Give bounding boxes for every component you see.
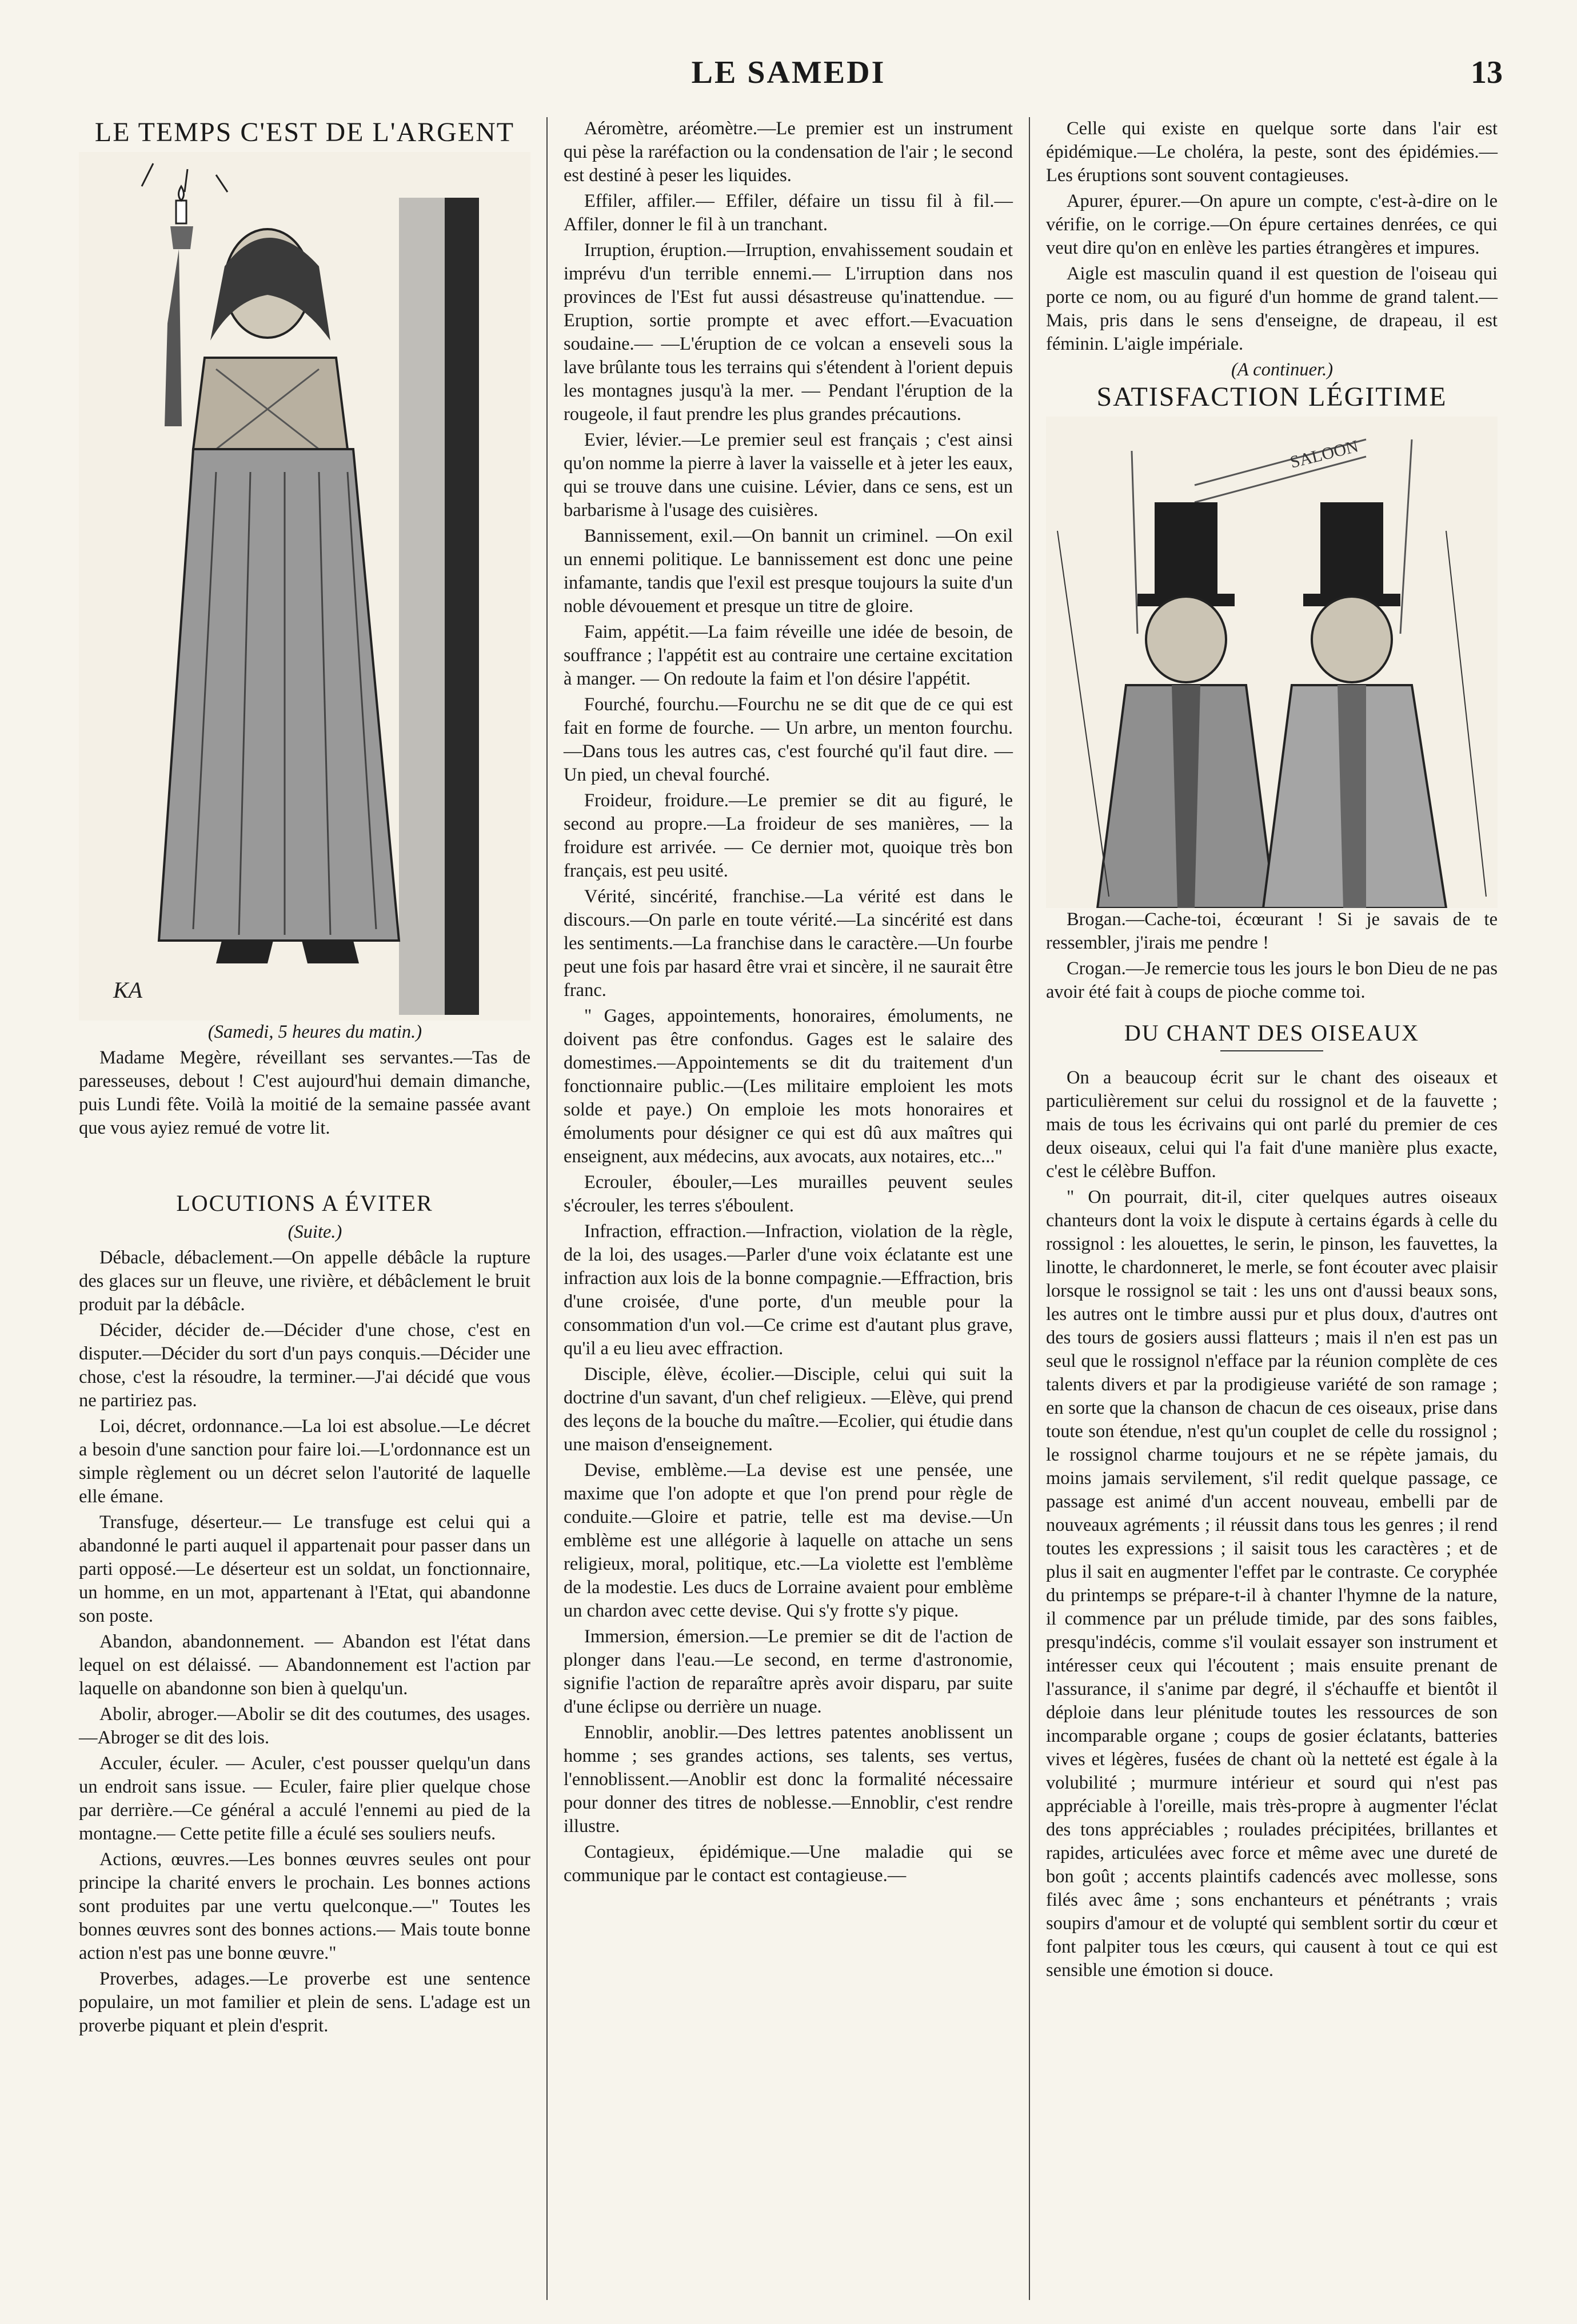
paragraph: Débacle, débaclement.—On appelle débâcle la rupture des glaces sur un fleuve, une rivière, et débâclement le bruit produit par la débâcle. (79, 1247, 530, 1315)
saloon-sign-text: SALOON (1288, 437, 1360, 472)
paragraph: Irruption, éruption.—Irruption, envahissement soudain et imprévu d'un terrible ennemi.— L'irruption dans nos provinces de l'Est fut aussi désastreuse qu'inattendue. — Eruption, sortie prompte et avec effort.—Evacuation soudaine.— —L'éruption de ce volcan a enseveli sous la lave brûlante tous les terrains qui s'étendent à l'orient depuis les montagnes jusqu'à la mer. — Pendant l'éruption de la rougeole, il faut prendre les plus grandes précautions. (564, 240, 1013, 425)
paragraph: Fourché, fourchu.—Fourchu ne se dit que de ce qui est fait en forme de fourche. — Un arbre, un menton fourchu.—Dans tous les autres cas, c'est fourché qu'il faut dire. — Un pied, un cheval fourché. (564, 694, 1013, 785)
paragraph: Disciple, élève, écolier.—Disciple, celui qui suit la doctrine d'un savant, d'un chef religieux. —Elève, qui prend des leçons de la bouche du maître.—Ecolier, qui étudie dans une maison d'enseignement. (564, 1364, 1013, 1455)
paragraph: Vérité, sincérité, franchise.—La vérité est dans le discours.—On parle en toute vérité.—La sincérité est dans les sentiments.—La franchise dans le caractère.—Un fourbe peut une fois par hasard être vrai et sincère, il ne saurait être franc. (564, 886, 1013, 1001)
paragraph: Celle qui existe en quelque sorte dans l'air est épidémique.—Le choléra, la peste, sont des épidémies.—Les éruptions sont souvent contagieuses. (1046, 118, 1498, 186)
paragraph: Faim, appétit.—La faim réveille une idée de besoin, de souffrance ; l'appétit est au contraire une certaine excitation à manger. — On redoute la faim et l'on désire l'appétit. (564, 622, 1013, 689)
paragraph: Effiler, affiler.— Effiler, défaire un tissu fil à fil.—Affiler, donner le fil à un tranchant. (564, 191, 1013, 235)
column-2 (546, 117, 1030, 2300)
paragraph: Immersion, émersion.—Le premier se dit de l'action de plonger dans l'eau.—Le second, en terme d'astronomie, signifie l'action de reparaître après avoir disparu, par suite d'une éclipse ou derrière un nuage. (564, 1626, 1013, 1717)
paragraph: " Gages, appointements, honoraires, émoluments, ne doivent pas être confondus. Gages est le salaire des domestimes.—Appointements se dit du traitement d'un fonctionnaire public.—(Les militaire emploient les mots solde et paye.) On emploie les mots honoraires et émoluments pour désigner ce qui est dû aux maîtres qui enseignent, aux médecins, aux avocats, aux notaires, etc..." (564, 1006, 1013, 1167)
paragraph: Aigle est masculin quand il est question de l'oiseau qui porte ce nom, ou au figuré d'un homme de grand talent.—Mais, pris dans le sens d'enseigne, de drapeau, il est féminin. L'aigle impériale. (1046, 263, 1498, 354)
paragraph: Transfuge, déserteur.— Le transfuge est celui qui a abandonné le parti auquel il appartenait pour passer dans un parti opposé.—Le déserteur est un soldat, un fonctionnaire, un homme, en un mot, appartenant à l'Etat, qui abandonne son poste. (79, 1512, 530, 1626)
suite-label: (Suite.) (288, 1222, 342, 1242)
paragraph: Loi, décret, ordonnance.—La loi est absolue.—Le décret a besoin d'une sanction pour faire loi.—L'ordonnance est un simple règlement ou un décret selon l'autorité de laquelle elle émane. (79, 1416, 530, 1507)
paragraph: Infraction, effraction.—Infraction, violation de la règle, de la loi, des usages.—Parler d'une voix éclatante est une infraction aux lois de la bonne compagnie.—Effraction, bris d'une croisée, d'une porte, d'un meuble pour la consommation d'un vol.—Ce crime est d'autant plus grave, qu'il a eu lieu avec effraction. (564, 1221, 1013, 1359)
paragraph: Actions, œuvres.—Les bonnes œuvres seules ont pour principe la charité envers le prochain. Les bonnes actions sont produites par une vertu quelconque.—" Toutes les bonnes œuvres sont des bonnes actions.— Mais toute bonne action n'est pas une bonne œuvre." (79, 1849, 530, 1963)
paragraph: On a beaucoup écrit sur le chant des oiseaux et particulièrement sur celui du rossignol et de la fauvette ; mais de tous les écrivains qui ont parlé du premier de ces deux oiseaux, celui qui l'a fait d'une manière plus exacte, c'est le célèbre Buffon. (1046, 1067, 1498, 1182)
dialogue-crogan: Crogan.—Je remercie tous les jours le bon Dieu de ne pas avoir été fait à coups de pioche comme toi. (1046, 958, 1498, 1002)
paragraph: Apurer, épurer.—On apure un compte, c'est-à-dire on le vérifie, on le corrige.—On épure certaines denrées, ce qui veut dire qu'on en enlève les parties étrangères et impures. (1046, 191, 1498, 258)
dialogue-brogan: Brogan.—Cache-toi, écœurant ! Si je savais de te ressembler, j'irais me pendre ! (1046, 909, 1498, 953)
page-number: 13 (1470, 55, 1503, 90)
cartoon-dialogue: Madame Megère, réveillant ses servantes.—Tas de paresseuses, debout ! C'est aujourd'hui demain dimanche, puis Lundi fête. Voilà la moitié de la semaine passée avant que vous ayiez remué de votre lit. (79, 1047, 530, 1138)
artist-signature: KA (113, 977, 143, 1003)
title-rule (1220, 1050, 1323, 1051)
paragraph: Abolir, abroger.—Abolir se dit des coutumes, des usages.—Abroger se dit des lois. (79, 1704, 530, 1748)
page-header (63, 54, 1514, 117)
paragraph: Contagieux, épidémique.—Une maladie qui se communique par le contact est contagieuse.— (564, 1842, 1013, 1886)
newspaper-title: LE SAMEDI (691, 55, 886, 90)
continue-label: (A continuer.) (1231, 359, 1334, 380)
section-title-oiseaux: DU CHANT DES OISEAUX (1124, 1020, 1419, 1046)
paragraph: Proverbes, adages.—Le proverbe est une sentence populaire, un mot familier et plein de sens. L'adage est un proverbe piquant et plein d'esprit. (79, 1969, 530, 2036)
paragraph: Abandon, abandonnement. — Abandon est l'état dans lequel on est délaissé. — Abandonnement est l'action par laquelle on abandonne son bien à quelqu'un. (79, 1631, 530, 1699)
paragraph: Acculer, éculer. — Aculer, c'est pousser quelqu'un dans un endroit sans issue. — Eculer, faire plier quelque chose par derrière.—Ce général a acculé l'ennemi au pied de la montagne.— Cette petite fille a éculé ses souliers neufs. (79, 1753, 530, 1844)
cartoon-caption: (Samedi, 5 heures du matin.) (207, 1022, 422, 1042)
paragraph: " On pourrait, dit-il, citer quelques autres oiseaux chanteurs dont la voix le dispute à certains égards à celle du rossignol : les alouettes, le serin, le pinson, les fauvettes, la linotte, le chardonneret, le merle, se font écouter avec plaisir lorsque le rossignol se tait : les uns ont d'aussi beaux sons, les autres ont le timbre aussi pur et plus doux, d'autres ont des tours de gosiers aussi flatteurs ; mais il n'en est pas un seul que le rossignol n'efface par la réunion complète de ces talents divers et par la prodigieuse variété de son ramage ; en sorte que la chanson de chacun de ces oiseaux, prise dans toute son étendue, n'est qu'un couplet de celle du rossignol ; le rossignol charme toujours et ne se répète jamais, du moins jamais servilement, s'il redit quelque passage, ce passage est animé d'un accent nouveau, embelli par de nouveaux agréments ; il réussit dans tous les genres ; il rend toutes les expressions ; il saisit tous les caractères ; et de plus il sait en augmenter l'effet par le contraste. Ce coryphée du printemps se prépare-t-il à chanter l'hymne de la nature, il commence par un prélude timide, par des sons faibles, presqu'indécis, comme s'il voulait essayer son instrument et intéresser ceux qui l'écoutent ; mais ensuite prenant de l'assurance, il s'anime par degré, il s'échauffe et bientôt il déploie dans leur plénitude toutes les ressources de son incomparable organe ; coups de gosier éclatants, batteries vives et légères, fusées de chant où la netteté est égale à la volubilité ; murmure intérieur et sourd qui n'est pas appréciable à l'oreille, mais très-propre à augmenter l'éclat des tons appréciables ; roulades précipitées, brillantes et rapides, articulées avec force et même avec une dureté de bon goût ; accents plaintifs cadencés avec mollesse, sons filés avec âme ; sons enchanteurs et pénétrants ; vrais soupirs d'amour et de volupté qui semblent sortir du cœur et font palpiter tous les cœurs, qui causent à tout ce qui est sensible une émotion si douce. (1046, 1187, 1498, 1981)
paragraph: Bannissement, exil.—On bannit un criminel. —On exil un ennemi politique. Le bannissement est donc une peine infamante, tandis que l'exil est presque toujours la suite d'un noble dévouement et presque un titre de gloire. (564, 526, 1013, 617)
cartoon-woman-candle-illustration (79, 152, 530, 1021)
column-3 (1030, 117, 1514, 2300)
columns (63, 117, 1514, 2300)
paragraph: Décider, décider de.—Décider d'une chose, c'est en disputer.—Décider du sort d'un pays conquis.—Décider une chose, c'est la résoudre, la terminer.—J'ai décidé que vous ne partiriez pas. (79, 1320, 530, 1411)
paragraph: Aéromètre, aréomètre.—Le premier est un instrument qui pèse la raréfaction ou la condensation de l'air ; le second est destiné à peser les liquides. (564, 118, 1013, 186)
paragraph: Evier, lévier.—Le premier seul est français ; c'est ainsi qu'on nomme la pierre à laver la vaisselle et à jeter les eaux, qui se trouve dans une cuisine. Lévier, dans ce sens, est un barbarisme à l'usage des cuisières. (564, 430, 1013, 521)
paragraph: Froideur, froidure.—Le premier se dit au figuré, le second au propre.—La froideur de ses manières, — la froidure est arrivée. — Ce dernier mot, quoique très bon français, est peu usité. (564, 790, 1013, 881)
paragraph: Ecrouler, ébouler,—Les murailles peuvent seules s'écrouler, les terres s'éboulent. (564, 1172, 1013, 1216)
section-title-locutions: LOCUTIONS A ÉVITER (176, 1190, 433, 1216)
cartoon-two-men-top-hats-illustration (1046, 417, 1498, 908)
paragraph: Ennoblir, anoblir.—Des lettres patentes anoblissent un homme ; ses grandes actions, ses talents, ses vertus, l'ennoblissent.—Anoblir est donc la formalité nécessaire pour donner des titres de noblesse.—Ennoblir, c'est rendre illustre. (564, 1722, 1013, 1837)
cartoon-title-2: SATISFACTION LÉGITIME (1096, 382, 1447, 412)
paragraph: Devise, emblème.—La devise est une pensée, une maxime que l'on adopte et que l'on prend pour règle de conduite.—Gloire et patrie, telle est ma devise.—Un emblème est une allégorie à laquelle on attache un sens religieux, moral, politique, etc.—La violette est l'emblème de la modestie. Les ducs de Lorraine avaient pour emblème un chardon avec cette devise. Qui s'y frotte s'y pique. (564, 1460, 1013, 1621)
cartoon-title: LE TEMPS C'EST DE L'ARGENT (94, 117, 515, 147)
column-1 (63, 117, 546, 2300)
